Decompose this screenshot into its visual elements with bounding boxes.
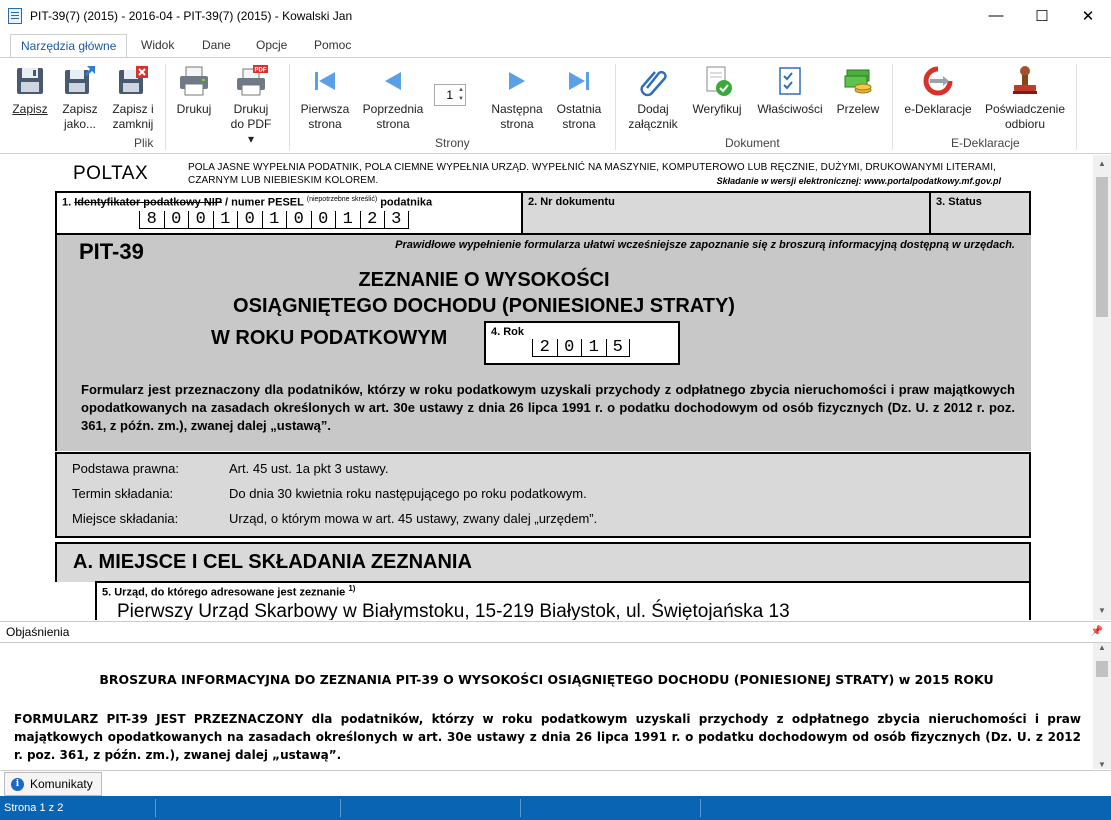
explanations-panel-header [0,621,1111,643]
next-page-label-1: Następna [491,102,543,116]
tab-narzedzia-glowne[interactable]: Narzędzia główne [10,34,127,58]
ribbon-separator [165,64,166,150]
electronic-submission-note: Składanie w wersji elektronicznej: www.portalpodatkowy.mf.gov.pl [716,176,1001,186]
pesel-digit: 0 [164,211,189,229]
group-label-plik: Plik [134,136,154,150]
save-label: Zapisz [12,102,48,116]
group-label-dokument: Dokument [725,136,780,150]
floppy-close-icon [116,64,150,98]
form-title [55,267,1031,319]
first-page-label-2: strona [308,117,342,131]
scrollbar-thumb[interactable] [1096,661,1108,677]
title-bar [0,0,1111,31]
field-document-number [523,191,931,235]
receipt-confirmation-label-1: Poświadczenie [984,102,1066,116]
print-pdf-label-2: do PDF ▾ [230,117,272,146]
save-button[interactable] [10,64,50,117]
group-label-e-deklaracje: E-Deklaracje [951,136,1020,150]
pdf-badge: PDF [254,67,267,74]
info-icon: i [11,778,24,791]
form-title-line3: W ROKU PODATKOWYM [211,327,448,349]
last-page-button[interactable] [554,64,604,132]
tab-widok[interactable]: Widok [141,38,175,52]
scroll-up-icon[interactable]: ▲ [1098,643,1106,652]
ribbon-separator [615,64,616,150]
status-separator [700,799,701,817]
add-attachment-label-1: Dodaj [637,102,669,116]
next-page-label-2: strona [500,117,534,131]
e-declarations-label: e-Deklaracje [904,102,972,116]
close-button[interactable]: ✕ [1081,7,1095,25]
explanations-scrollbar[interactable] [1093,643,1111,769]
previous-page-label-2: strona [376,117,410,131]
pesel-digit: 0 [188,211,213,229]
add-attachment-button[interactable] [626,64,680,132]
bottom-tab-bar [0,770,1111,796]
scrollbar-thumb[interactable] [1096,177,1108,317]
printer-pdf-icon [234,64,268,98]
field-pesel[interactable] [55,191,523,235]
place-value: Urząd, o którym mowa w art. 45 ustawy, zwany dalej „urzędem”. [229,511,598,526]
transfer-label: Przelew [836,102,880,116]
maximize-button[interactable]: ☐ [1035,7,1049,25]
properties-icon [773,64,807,98]
next-page-icon [500,64,534,98]
scroll-up-icon[interactable]: ▲ [1098,159,1106,168]
e-declarations-button[interactable] [900,64,976,117]
year-digit: 1 [581,339,606,357]
previous-page-label-1: Poprzednia [362,102,424,116]
first-page-icon [308,64,342,98]
deadline-value: Do dnia 30 kwietnia roku następującego po roku podatkowym. [229,486,587,501]
verify-label: Weryfikuj [692,102,742,116]
last-page-label-2: strona [562,117,596,131]
ribbon-separator [892,64,893,150]
brochure-paragraph: FORMULARZ PIT-39 JEST PRZEZNACZONY dla podatników, którzy w roku podatkowym uzyskali przychody z odpłatnego zbycia nieruchomości i praw majątkowych opodatkowanych na zasadach określonych w art. 30e ustawy z dnia 26 lipca 1991 r. o podatku dochodowym od osób fizycznych (Dz. U. z 2012 r. poz. 361, z późn. zm.), zwanej dalej „ustawą”. [14,712,1081,762]
properties-button[interactable] [756,64,824,117]
printer-icon [177,64,211,98]
page-number-input[interactable]: 1 [434,84,466,106]
document-scrollbar[interactable] [1093,155,1111,620]
minimize-button[interactable]: — [988,7,1004,24]
tab-pomoc[interactable]: Pomoc [314,38,352,52]
e-declaration-icon [921,64,955,98]
field-year[interactable] [484,321,680,365]
paperclip-icon [636,64,670,98]
previous-page-icon [376,64,410,98]
print-pdf-label-1: Drukuj [233,102,269,116]
tab-opcje[interactable]: Opcje [256,38,288,52]
year-digit: 2 [532,339,557,357]
save-close-button[interactable] [110,64,156,132]
field-status [931,191,1031,235]
field-tax-office[interactable] [95,581,1031,620]
save-as-label-2: jako... [63,117,96,131]
save-as-button[interactable] [58,64,102,132]
form-instructions: POLA JASNE WYPEŁNIA PODATNIK, POLA CIEMNE WYPEŁNIA URZĄD. WYPEŁNIĆ NA MASZYNIE, KOMPUTEROWO LUB RĘCZNIE, DUŻYMI, DRUKOWANYMI LITERAMI, CZARNYM LUB NIEBIESKIM KOLOREM. [188,162,996,186]
pesel-digit: 1 [335,211,360,229]
window-title: PIT-39(7) (2015) - 2016-04 - PIT-39(7) (2015) - Kowalski Jan [30,8,353,23]
year-digits [532,339,630,357]
window-controls [973,0,1111,31]
print-pdf-button[interactable] [226,64,276,147]
pesel-digit: 1 [213,211,238,229]
stamp-icon [1008,64,1042,98]
document-view[interactable] [0,155,1111,620]
status-label: 3. Status [936,196,982,208]
floppy-disk-icon [13,64,47,98]
pesel-digit: 1 [262,211,287,229]
tab-komunikaty[interactable] [4,772,102,796]
add-attachment-label-2: załącznik [628,117,678,131]
receipt-confirmation-label-2: odbioru [1004,117,1046,131]
transfer-button[interactable] [834,64,882,117]
pesel-digit: 0 [237,211,262,229]
ribbon-separator [289,64,290,150]
status-separator [155,799,156,817]
floppy-save-as-icon [63,64,97,98]
page-spinner[interactable]: ▲ ▼ [458,87,464,102]
properties-label: Właściwości [757,102,823,116]
status-separator [520,799,521,817]
pesel-digits [139,211,409,229]
money-icon [841,64,875,98]
ribbon-toolbar [0,57,1111,154]
previous-page-button[interactable] [360,64,426,132]
save-close-label-1: Zapisz i [112,102,154,116]
pesel-digit: 8 [139,211,164,229]
print-button[interactable] [174,64,214,117]
ribbon-tabs [0,31,1111,57]
form-title-line2: OSIĄGNIĘTEGO DOCHODU (PONIESIONEJ STRATY) [233,295,735,317]
year-digit: 0 [557,339,582,357]
save-as-label-1: Zapisz [62,102,98,116]
group-label-strony: Strony [435,136,470,150]
explanations-content [0,643,1111,769]
page-status: Strona 1 z 2 [4,802,64,814]
pesel-digit: 2 [360,211,385,229]
legal-basis-block [55,452,1031,538]
pesel-digit: 3 [384,211,409,229]
deadline-label: Termin składania: [72,486,174,501]
pesel-label: 1. Identyfikator podatkowy NIP / numer PESEL $^{(niepotrzebne skreślić)}$ podatnika [62,196,433,209]
print-label: Drukuj [176,102,212,116]
pin-icon[interactable]: 📌 [1090,626,1103,637]
status-bar [0,796,1111,820]
section-a-header [55,542,1031,582]
first-page-button[interactable] [298,64,352,132]
poltax-label: POLTAX [73,163,149,184]
legal-basis-label: Podstawa prawna: [72,461,179,476]
brochure-title: BROSZURA INFORMACYJNA DO ZEZNANIA PIT-39 O WYSOKOŚCI OSIĄGNIĘTEGO DOCHODU (PONIESIONEJ STRATY) w 2015 ROKU [99,672,994,687]
tab-dane[interactable]: Dane [202,38,231,52]
explanations-title: Objaśnienia [6,625,70,639]
section-a-title: A. MIEJSCE I CEL SKŁADANIA ZEZNANIA [73,551,472,573]
ribbon-separator [1076,64,1077,150]
first-page-label-1: Pierwsza [300,102,350,116]
document-app-icon [8,8,22,24]
save-close-label-2: zamknij [112,117,154,131]
scroll-down-icon[interactable]: ▼ [1098,760,1106,769]
receipt-confirmation-button[interactable] [982,64,1068,132]
verify-button[interactable] [690,64,744,117]
tax-office-value: Pierwszy Urząd Skarbowy w Białymstoku, 15-219 Białystok, ul. Świętojańska 13 [117,601,790,620]
status-separator [340,799,341,817]
form-description: Formularz jest przeznaczony dla podatników, którzy w roku podatkowym uzyskali przychody z odpłatnego zbycia nieruchomości i praw majątkowych opodatkowanych na zasadach określonych w art. 30e ustawy z dnia 26 lipca 1991 r. o podatku dochodowym od osób fizycznych (Dz. U. z 2012 r. poz. 361, z późn. zm.), zwanej dalej „ustawą”. [81,382,1015,433]
form-hint: Prawidłowe wypełnienie formularza ułatwi wcześniejsze zapoznanie się z broszurą informacyjną dostępną w urzędach. [395,239,1015,251]
place-label: Miejsce składania: [72,511,179,526]
last-page-icon [562,64,596,98]
year-digit: 5 [606,339,631,357]
legal-basis-value: Art. 45 ust. 1a pkt 3 ustawy. [229,461,389,476]
year-label: 4. Rok [491,326,525,338]
last-page-label-1: Ostatnia [556,102,602,116]
form-name: PIT-39 [79,239,144,264]
pit39-form [55,155,1031,620]
pesel-digit: 0 [286,211,311,229]
pesel-digit: 0 [311,211,336,229]
tax-office-label: 5. Urząd, do którego adresowane jest zeznanie $^{1)}$ [102,584,356,599]
scroll-down-icon[interactable]: ▼ [1098,606,1106,615]
document-check-icon [700,64,734,98]
next-page-button[interactable] [488,64,546,132]
document-number-label: 2. Nr dokumentu [528,196,615,208]
form-title-line1: ZEZNANIE O WYSOKOŚCI [358,269,610,291]
tab-komunikaty-label: Komunikaty [30,777,93,791]
